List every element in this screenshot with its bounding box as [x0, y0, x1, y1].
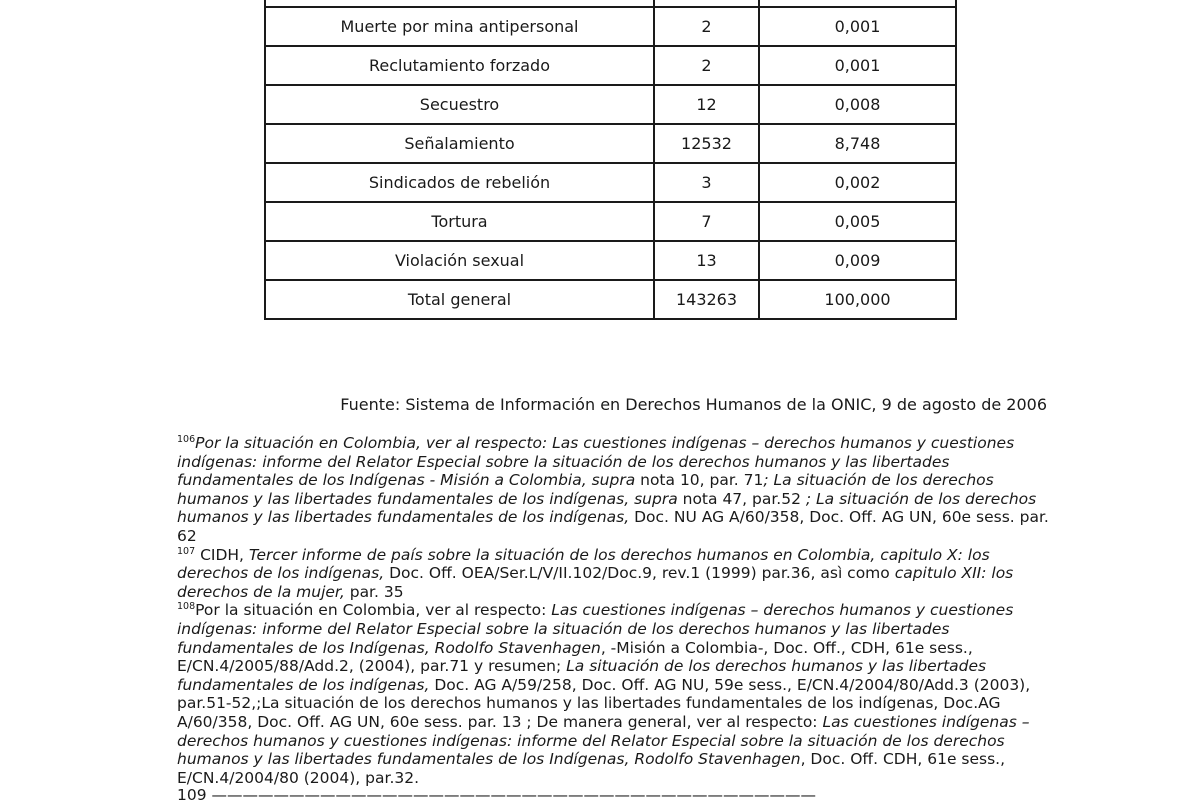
violation-type-cell: Tortura: [265, 202, 654, 241]
percentage-cell: 0,002: [759, 163, 956, 202]
percentage-cell: 0,008: [759, 85, 956, 124]
violation-type-cell: [265, 0, 654, 7]
footnote-text: Doc. NU AG A/60/358, Doc. Off. AG UN, 60e sess. par. 62: [177, 508, 1049, 545]
cut-off-footnote-line: 109 ———————————————————————————————————————: [177, 786, 817, 804]
percentage-cell: 8,748: [759, 124, 956, 163]
table-row: [265, 7, 956, 46]
footnotes: [177, 434, 1049, 787]
case-count-cell: 12: [654, 85, 759, 124]
case-count-cell: 2: [654, 46, 759, 85]
footnote-text: Doc. Off. OEA/Ser.L/V/II.102/Doc.9, rev.1 (1999) par.36, asì como: [384, 564, 895, 583]
violation-type-cell: Señalamiento: [265, 124, 654, 163]
footnote-text: , -Misión a Colombia-, Doc. Off., CDH, 61e sess., E/CN.4/2005/88/Add.2, (2004), par.71 y resumen;: [177, 638, 973, 676]
footnote-italic-text: Por la situación en Colombia, ver al respecto: Las cuestiones indígenas – derechos humanos y cuestiones indígenas: informe del Relator Especial sobre la situación de los derechos humanos y las libertades fundamentales de los Indígenas - Misión a Colombia, supra: [177, 434, 1015, 490]
case-count-cell: 13: [654, 241, 759, 280]
percentage-cell: 0,009: [759, 241, 956, 280]
footnote-italic-text: ; La situación de los derechos humanos y las libertades fundamentales de los indígenas, supra: [177, 471, 994, 508]
footnote-italic-text: Las cuestiones indígenas – derechos humanos y cuestiones indígenas: informe del Relator Especial sobre la situación de los derechos humanos y las libertades fundamentales de los Indígenas, Rodolfo Stavenhagen: [177, 601, 1014, 657]
statistics-table-container: [264, 0, 955, 320]
case-count-cell: 12532: [654, 124, 759, 163]
case-count-cell: 3: [654, 163, 759, 202]
table-row: [265, 241, 956, 280]
violation-type-cell: Sindicados de rebelión: [265, 163, 654, 202]
source-citation: Fuente: Sistema de Información en Derechos Humanos de la ONIC, 9 de agosto de 2006: [340, 395, 1047, 414]
violation-type-cell: Reclutamiento forzado: [265, 46, 654, 85]
footnote-number: 108: [177, 601, 196, 613]
footnote-text: par. 35: [344, 582, 404, 601]
case-count-cell: 7: [654, 202, 759, 241]
footnote-italic-text: ; La situación de los derechos humanos y las libertades fundamentales de los indígenas,: [177, 489, 1037, 527]
statistics-table: [264, 0, 957, 320]
violation-type-cell: Muerte por mina antipersonal: [265, 7, 654, 46]
table-row: [265, 280, 956, 319]
violation-type-cell: Violación sexual: [265, 241, 654, 280]
footnote-text: Doc. AG A/59/258, Doc. Off. AG NU, 59e sess., E/CN.4/2004/80/Add.3 (2003), par.51-52,;La situación de los derechos humanos y las libertades fundamentales de los indígenas, Doc.AG A/60/358, Doc. Off. AG UN, 60e sess. par. 13 ; De manera general, ver al respecto:: [177, 675, 1031, 731]
footnote-italic-text: Tercer informe de país sobre la situación de los derechos humanos en Colombia, capitulo X: los derechos de los indígenas,: [177, 545, 990, 583]
violation-type-cell: Total general: [265, 280, 654, 319]
table-row: [265, 124, 956, 163]
percentage-cell: 0,001: [759, 7, 956, 46]
footnote-italic-text: Las cuestiones indígenas – derechos humanos y cuestiones indígenas: informe del Relator Especial sobre la situación de los derechos humanos y las libertades fundamentales de los Indígenas, Rodolfo Stavenhagen: [177, 712, 1030, 769]
footnote-italic-text: capitulo XII: los derechos de la mujer,: [177, 564, 1014, 601]
table-row: [265, 0, 956, 7]
table-row: [265, 85, 956, 124]
table-row: [265, 202, 956, 241]
footnote: [177, 434, 1049, 546]
footnote-text: , Doc. Off. CDH, 61e sess., E/CN.4/2004/80 (2004), par.32.: [177, 750, 1006, 787]
percentage-cell: [759, 0, 956, 7]
footnote-number: 106: [177, 434, 196, 445]
footnote: [177, 601, 1049, 787]
percentage-cell: 100,000: [759, 280, 956, 319]
percentage-cell: 0,001: [759, 46, 956, 85]
footnote: [177, 546, 1049, 602]
statistics-table-body: [265, 0, 956, 319]
footnote-italic-text: La situación de los derechos humanos y las libertades fundamentales de los indígenas,: [177, 657, 987, 694]
violation-type-cell: Secuestro: [265, 85, 654, 124]
case-count-cell: 143263: [654, 280, 759, 319]
case-count-cell: [654, 0, 759, 7]
footnote-text: nota 10, par. 71: [635, 471, 764, 490]
table-row: [265, 163, 956, 202]
percentage-cell: 0,005: [759, 202, 956, 241]
case-count-cell: 2: [654, 7, 759, 46]
footnote-text: CIDH,: [195, 545, 249, 564]
footnote-text: Por la situación en Colombia, ver al respecto:: [195, 601, 552, 620]
footnote-number: 107: [177, 545, 196, 557]
table-row: [265, 46, 956, 85]
footnote-text: nota 47, par.52: [677, 489, 806, 508]
